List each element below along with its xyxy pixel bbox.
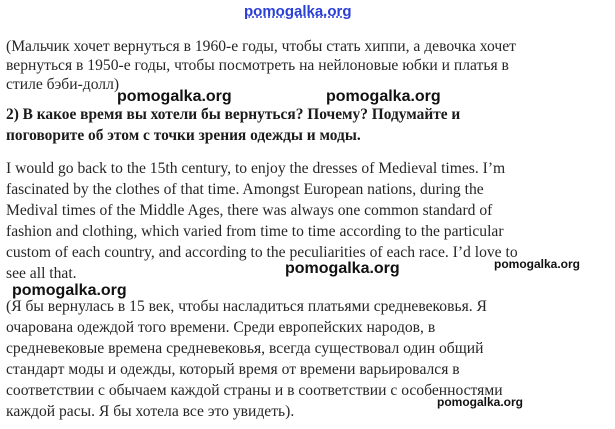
text-line: custom of each country, and according to the peculiarities of each race. I’d love to <box>6 244 518 261</box>
watermark: pomogalka.org <box>326 88 441 105</box>
text-line: средневековые времена средневековья, всегда существовал один общий <box>6 340 484 357</box>
watermark: pomogalka.org <box>437 395 524 409</box>
text-line: очарована одеждой того времени. Среди европейских народов, в <box>6 319 436 336</box>
text-line: Medival times of the Middle Ages, there was always one common standard of <box>6 202 493 219</box>
watermark: pomogalka.org <box>494 257 581 271</box>
text-line: fascinated by the clothes of that time. Amongst European nations, during the <box>6 181 484 198</box>
text-line: 2) В какое время вы хотели бы вернуться? Почему? Подумайте и <box>6 106 461 123</box>
header-watermark: pomogalka.org <box>244 3 352 20</box>
text-line: see all that. <box>6 265 77 282</box>
text-line: соответствии с обычаем каждой страны и в соответствии с особенностями <box>6 382 503 399</box>
watermark: pomogalka.org <box>12 282 127 299</box>
text-line: вернуться в 1950-е годы, чтобы посмотреть на нейлоновые юбки и платья в <box>6 57 509 74</box>
watermark: pomogalka.org <box>285 260 400 277</box>
text-line: поговорите об этом с точки зрения одежды и моды. <box>6 127 361 144</box>
text-line: (Я бы вернулась в 15 век, чтобы насладиться платьями средневековья. Я <box>6 298 487 315</box>
text-line: стандарт моды и одежды, который время от времени варьировался в <box>6 361 460 378</box>
text-line: fashion and clothing, which varied from time to time according to the particular <box>6 223 504 240</box>
text-line: каждой расы. Я бы хотела все это увидеть). <box>6 403 295 420</box>
watermark: pomogalka.org <box>117 88 232 105</box>
text-line: (Мальчик хочет вернуться в 1960-е годы, чтобы стать хиппи, а девочка хочет <box>6 38 516 55</box>
text-line: стиле бэби-долл) <box>6 76 120 93</box>
text-line: I would go back to the 15th century, to enjoy the dresses of Medieval times. I’m <box>6 160 506 177</box>
